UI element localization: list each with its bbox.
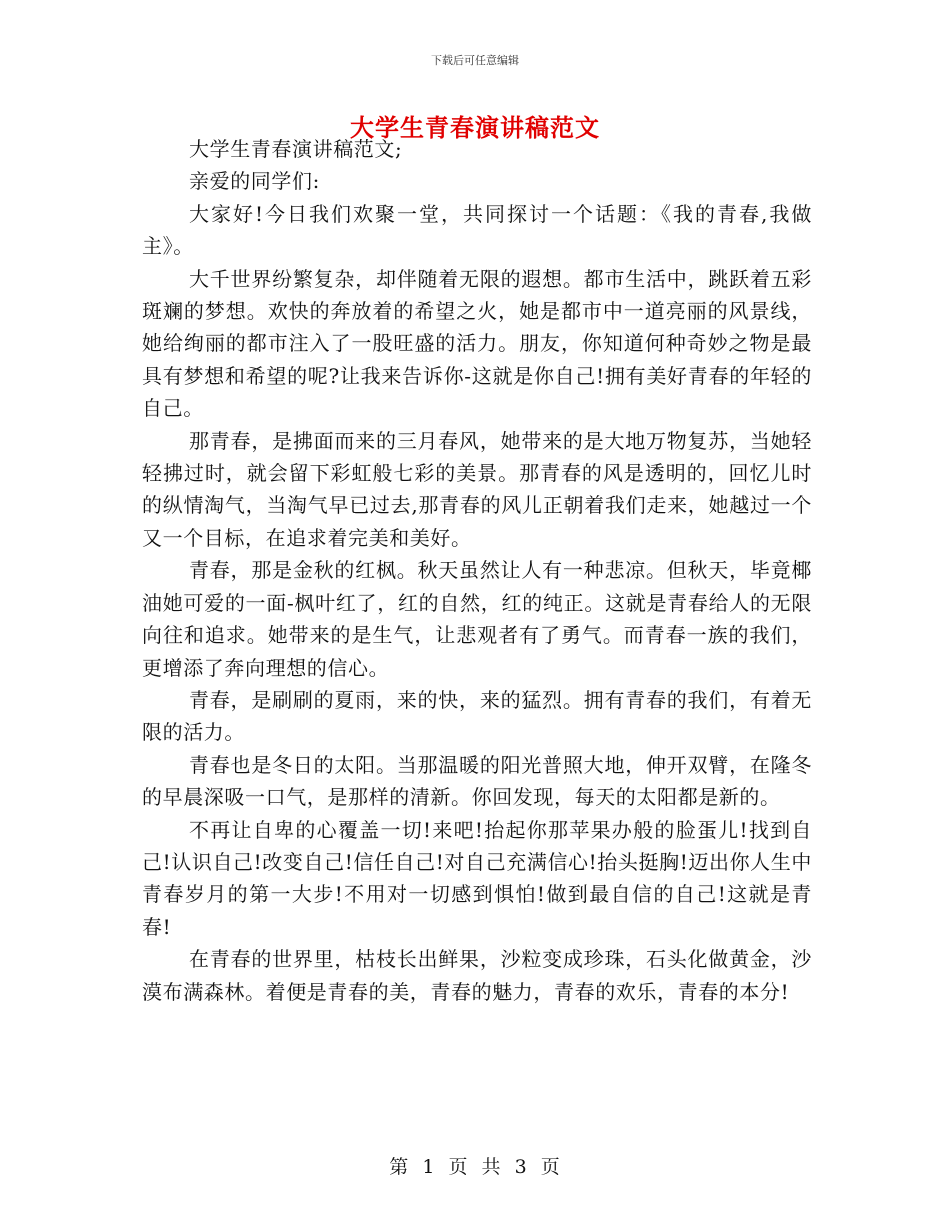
header-note: 下载后可任意编辑 [431,54,519,67]
paragraph: 青春也是冬日的太阳。当那温暖的阳光普照大地，伸开双臂，在隆冬的早晨深吸一口气，是那样的清新。你回发现，每天的太阳都是新的。 [142,752,812,810]
paragraph: 那青春，是拂面而来的三月春风，她带来的是大地万物复苏，当她轻轻拂过时，就会留下彩虹般七彩的美景。那青春的风是透明的，回忆儿时的纵情淘气，当淘气早已过去,那青春的风儿正朝着我们走来，她越过一个又一个目标，在追求着完美和美好。 [142,428,812,550]
page-footer [0,1152,950,1179]
document-title: 大学生青春演讲稿范文 [350,113,600,142]
page-number: 1 [422,1156,436,1178]
footer-page-word: 页 [448,1156,469,1178]
footer-total-word: 共 [481,1156,502,1178]
footer-suffix: 页 [540,1156,561,1178]
paragraph: 大学生青春演讲稿范文; [189,137,403,161]
footer-prefix: 第 [389,1156,410,1178]
paragraph: 在青春的世界里，枯枝长出鲜果，沙粒变成珍珠，石头化做黄金，沙漠布满森林。着便是青春的美，青春的魅力，青春的欢乐，青春的本分! [142,947,812,1004]
paragraph: 大千世界纷繁复杂，却伴随着无限的遐想。都市生活中，跳跃着五彩斑斓的梦想。欢快的奔放着的希望之火，她是都市中一道亮丽的风景线，她给绚丽的都市注入了一股旺盛的活力。朋友，你知道何种奇妙之物是最具有梦想和希望的呢?让我来告诉你-这就是你自己!拥有美好青春的年轻的自己。 [142,266,812,421]
paragraph: 亲爱的同学们: [189,169,320,194]
paragraph: 大家好!今日我们欢聚一堂，共同探讨一个话题：《我的青春,我做主》。 [142,201,812,259]
total-pages: 3 [514,1156,528,1178]
paragraph: 不再让自卑的心覆盖一切!来吧!抬起你那苹果办般的脸蛋儿!找到自己!认识自己!改变自己!信任自己!对自己充满信心!抬头挺胸!迈出你人生中青春岁月的第一大步!不用对一切感到惧怕!做到最自信的自己!这就是青春! [142,817,812,939]
paragraph: 青春，是刷刷的夏雨，来的快，来的猛烈。拥有青春的我们，有着无限的活力。 [142,687,812,745]
document-body [142,133,812,1008]
paragraph: 青春，那是金秋的红枫。秋天虽然让人有一种悲凉。但秋天，毕竟椰油她可爱的一面-枫叶红了，红的自然，红的纯正。这就是青春给人的无限向往和追求。她带来的是生气，让悲观者有了勇气。而青春一族的我们，更增添了奔向理想的信心。 [142,558,812,680]
